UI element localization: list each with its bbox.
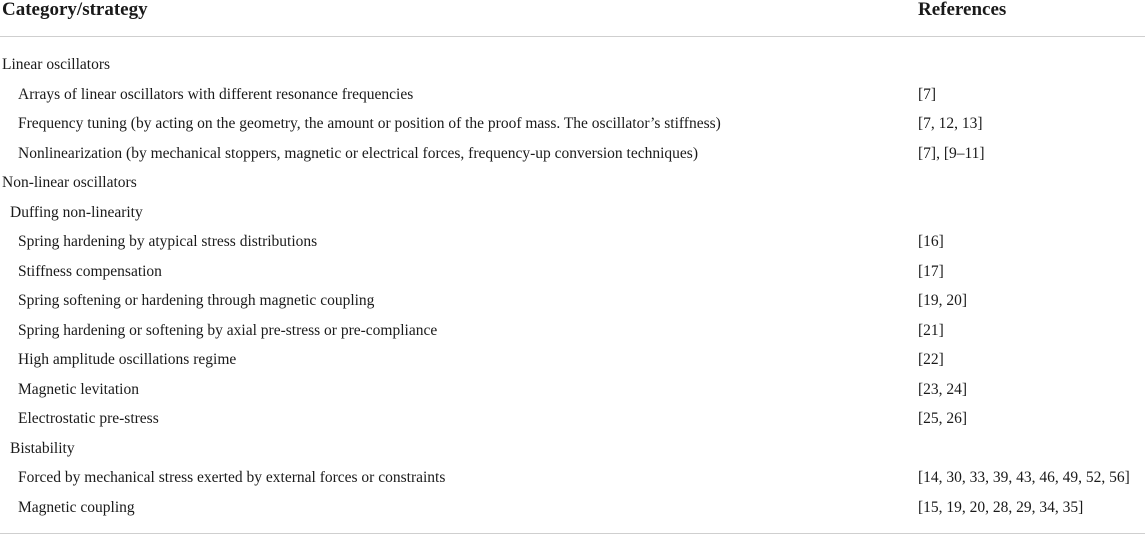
row-category: Magnetic levitation (18, 380, 139, 398)
row-references: [15, 19, 20, 28, 29, 34, 35] (918, 498, 1084, 516)
header-category: Category/strategy (2, 0, 148, 20)
row-category: Spring softening or hardening through magnetic coupling (18, 292, 375, 309)
row-category: Electrostatic pre-stress (18, 410, 159, 427)
row-references: [25, 26] (918, 410, 968, 427)
row-category: Magnetic coupling (18, 498, 135, 516)
row-references: [7] (918, 85, 937, 103)
row-references: [23, 24] (918, 380, 968, 398)
table-header (0, 0, 1145, 37)
table-row (0, 257, 1145, 287)
row-category: Linear oscillators (2, 56, 111, 73)
row-references: [7, 12, 13] (918, 115, 983, 132)
row-category: Frequency tuning (by acting on the geometry, the amount or position of the proof mass. The oscillator’s stiffness) (18, 115, 721, 132)
table-row (0, 404, 1145, 434)
row-category: Stiffness compensation (18, 262, 162, 280)
row-category: Duffing non-linearity (10, 203, 143, 221)
table-body (0, 50, 1145, 522)
bottom-rule (0, 533, 1145, 534)
row-references: [16] (918, 233, 944, 250)
row-category: Spring hardening by atypical stress distributions (18, 233, 318, 250)
row-category: Non-linear oscillators (2, 174, 137, 191)
table-row (0, 316, 1145, 346)
table-row (0, 375, 1145, 405)
row-references: [14, 30, 33, 39, 43, 46, 49, 52, 56] (918, 469, 1130, 486)
table-row (0, 50, 1145, 80)
table-row (0, 198, 1145, 228)
table-row (0, 80, 1145, 110)
table-row (0, 434, 1145, 464)
header-references: References (918, 0, 1007, 20)
row-references: [22] (918, 351, 944, 368)
table-row (0, 345, 1145, 375)
row-references: [19, 20] (918, 292, 968, 309)
table-row (0, 168, 1145, 198)
table-row (0, 286, 1145, 316)
row-references: [17] (918, 262, 944, 280)
table-row (0, 463, 1145, 493)
table-row (0, 109, 1145, 139)
table-row (0, 227, 1145, 257)
row-references: [7], [9–11] (918, 144, 985, 162)
table-row (0, 139, 1145, 169)
row-category: Forced by mechanical stress exerted by external forces or constraints (18, 469, 446, 486)
table-row (0, 493, 1145, 523)
row-category: Spring hardening or softening by axial pre-stress or pre-compliance (18, 321, 438, 339)
row-category: Arrays of linear oscillators with different resonance frequencies (18, 85, 414, 103)
row-category: Bistability (10, 439, 75, 457)
row-category: High amplitude oscillations regime (18, 351, 237, 368)
row-category: Nonlinearization (by mechanical stoppers, magnetic or electrical forces, frequency-up conversion techniques) (18, 144, 698, 162)
row-references: [21] (918, 321, 944, 339)
